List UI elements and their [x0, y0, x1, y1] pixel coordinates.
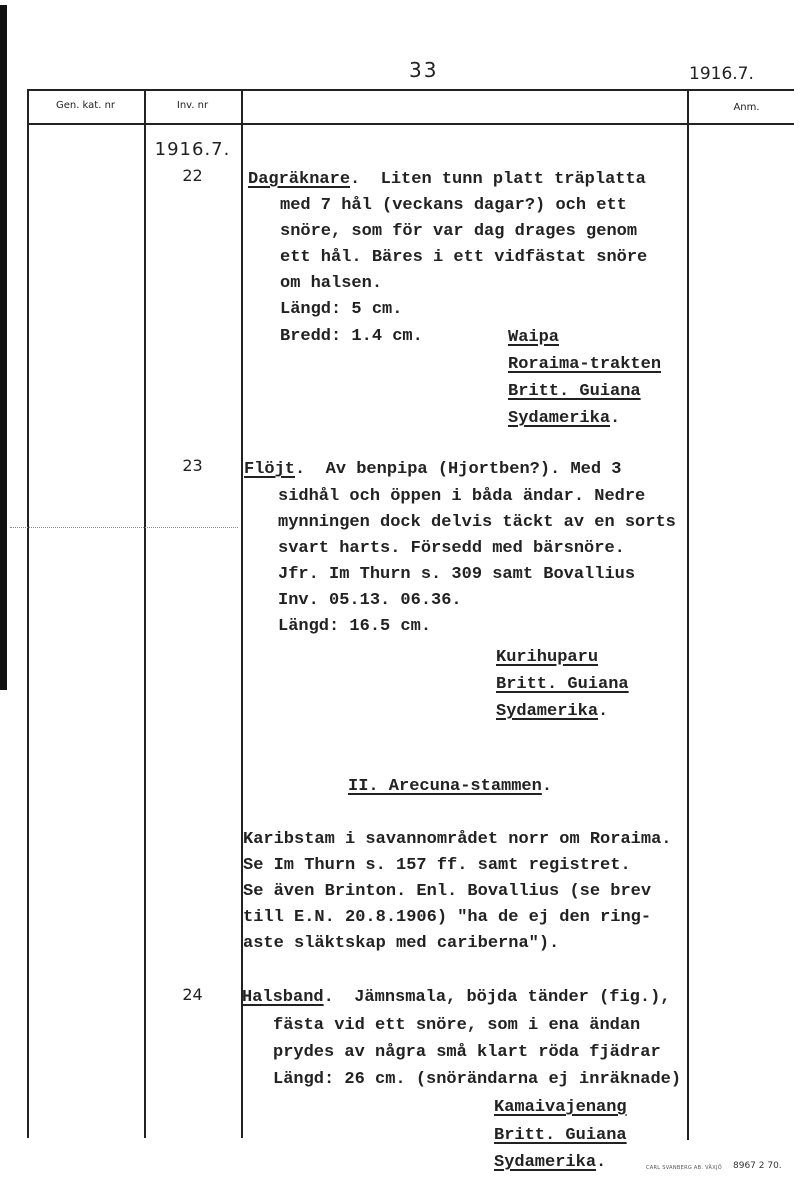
inv-series-label: 1916.7.: [154, 139, 231, 160]
paragraph-line: aste släktskap med cariberna").: [243, 934, 560, 953]
paragraph-line: Se Im Thurn s. 157 ff. samt registret.: [243, 856, 631, 875]
entry-24-line: prydes av några små klart röda fjädrar: [273, 1043, 661, 1062]
header-date-ref: 1916.7.: [689, 64, 754, 84]
location-continent: Sydamerika: [494, 1153, 597, 1172]
entry-23-line: Längd: 16.5 cm.: [278, 617, 432, 636]
column-divider-desc-anm: [687, 89, 689, 1140]
entry-23-line: mynningen dock delvis täckt av en sorts: [278, 513, 676, 532]
section-heading-text: II. Arecuna-stammen: [348, 777, 542, 796]
entry-22-location: [508, 324, 661, 432]
section-paragraph: [243, 827, 671, 957]
paragraph-line: Se även Brinton. Enl. Bovallius (se brev: [243, 882, 652, 901]
location-continent: Sydamerika: [508, 409, 611, 428]
section-heading: [348, 774, 552, 800]
location-country: Britt. Guiana: [496, 675, 629, 694]
inv-number-24: 24: [182, 985, 203, 1004]
entry-24-first-line-rest: . Jämnsmala, böjda tänder (fig.),: [323, 988, 671, 1007]
entry-22-line: Bredd: 1.4 cm.: [280, 327, 423, 346]
entry-24-title: Halsband: [242, 988, 324, 1007]
inv-number-23: 23: [182, 456, 203, 475]
location-country: Britt. Guiana: [494, 1125, 627, 1145]
entry-23-body: [278, 484, 676, 640]
entry-24-first-line: [242, 985, 670, 1011]
paragraph-line: Karibstam i savannområdet norr om Roraima.: [243, 830, 672, 849]
entry-23-line: sidhål och öppen i båda ändar. Nedre: [278, 487, 646, 506]
column-header-gen-kat-nr: Gen. kat. nr: [55, 100, 116, 111]
entry-23-title: Flöjt: [244, 460, 296, 479]
entry-22-first-line: [248, 167, 646, 193]
location-end: .: [610, 409, 621, 428]
page-number: 33: [409, 58, 439, 82]
entry-23-first-line: [244, 457, 621, 483]
section-heading-end: .: [541, 777, 553, 796]
location-country: Britt. Guiana: [508, 382, 641, 401]
table-top-rule: [27, 89, 794, 91]
printer-imprint: CARL SVANBERG AB. VÄXJÖ: [646, 1165, 723, 1171]
column-header-anm: Anm.: [733, 102, 760, 113]
location-continent: Sydamerika: [496, 702, 599, 721]
entry-22-line: ett hål. Bäres i ett vidfästat snöre: [280, 248, 648, 267]
column-divider-gen-inv: [144, 89, 146, 1138]
print-code: 8967 2 70.: [733, 1161, 782, 1171]
column-divider-inv-desc: [241, 89, 243, 1138]
column-header-inv-nr: Inv. nr: [176, 100, 209, 111]
entry-22-line: snöre, som för var dag drages genom: [280, 222, 638, 241]
entry-24-body: [273, 1012, 681, 1093]
column-divider-left: [27, 89, 29, 1138]
entry-22-line: om halsen.: [280, 274, 383, 293]
inv-number-22: 22: [182, 166, 203, 185]
location-tribe: Kamaivajenang: [494, 1098, 627, 1117]
location-end: .: [598, 702, 609, 721]
location-tribe: Waipa: [508, 328, 560, 347]
entry-22-first-line-rest: . Liten tunn platt träplatta: [350, 170, 646, 189]
entry-22-title: Dagräknare: [248, 170, 351, 189]
binder-edge: [0, 5, 7, 690]
location-tribe: Kurihuparu: [496, 648, 599, 667]
location-end: .: [596, 1153, 607, 1172]
entry-22-line: med 7 hål (veckans dagar?) och ett: [280, 196, 627, 215]
entry-24-location: [494, 1094, 627, 1177]
entry-23-line: Jfr. Im Thurn s. 309 samt Bovallius: [278, 565, 636, 584]
entry-23-location: [496, 644, 629, 725]
entry-23-line: Inv. 05.13. 06.36.: [278, 591, 462, 610]
entry-22-line: Längd: 5 cm.: [280, 300, 403, 319]
entry-23-line: svart harts. Försedd med bärsnöre.: [278, 539, 625, 558]
dotted-rule: [10, 527, 238, 528]
paragraph-line: till E.N. 20.8.1906) "ha de ej den ring-: [243, 908, 652, 927]
entry-23-first-line-rest: . Av benpipa (Hjortben?). Med 3: [295, 460, 622, 479]
entry-24-line: fästa vid ett snöre, som i ena ändan: [273, 1016, 641, 1035]
table-header-rule: [27, 123, 794, 125]
location-region: Roraima-trakten: [508, 355, 662, 374]
entry-24-line: Längd: 26 cm. (snörändarna ej inräknade): [273, 1070, 682, 1089]
